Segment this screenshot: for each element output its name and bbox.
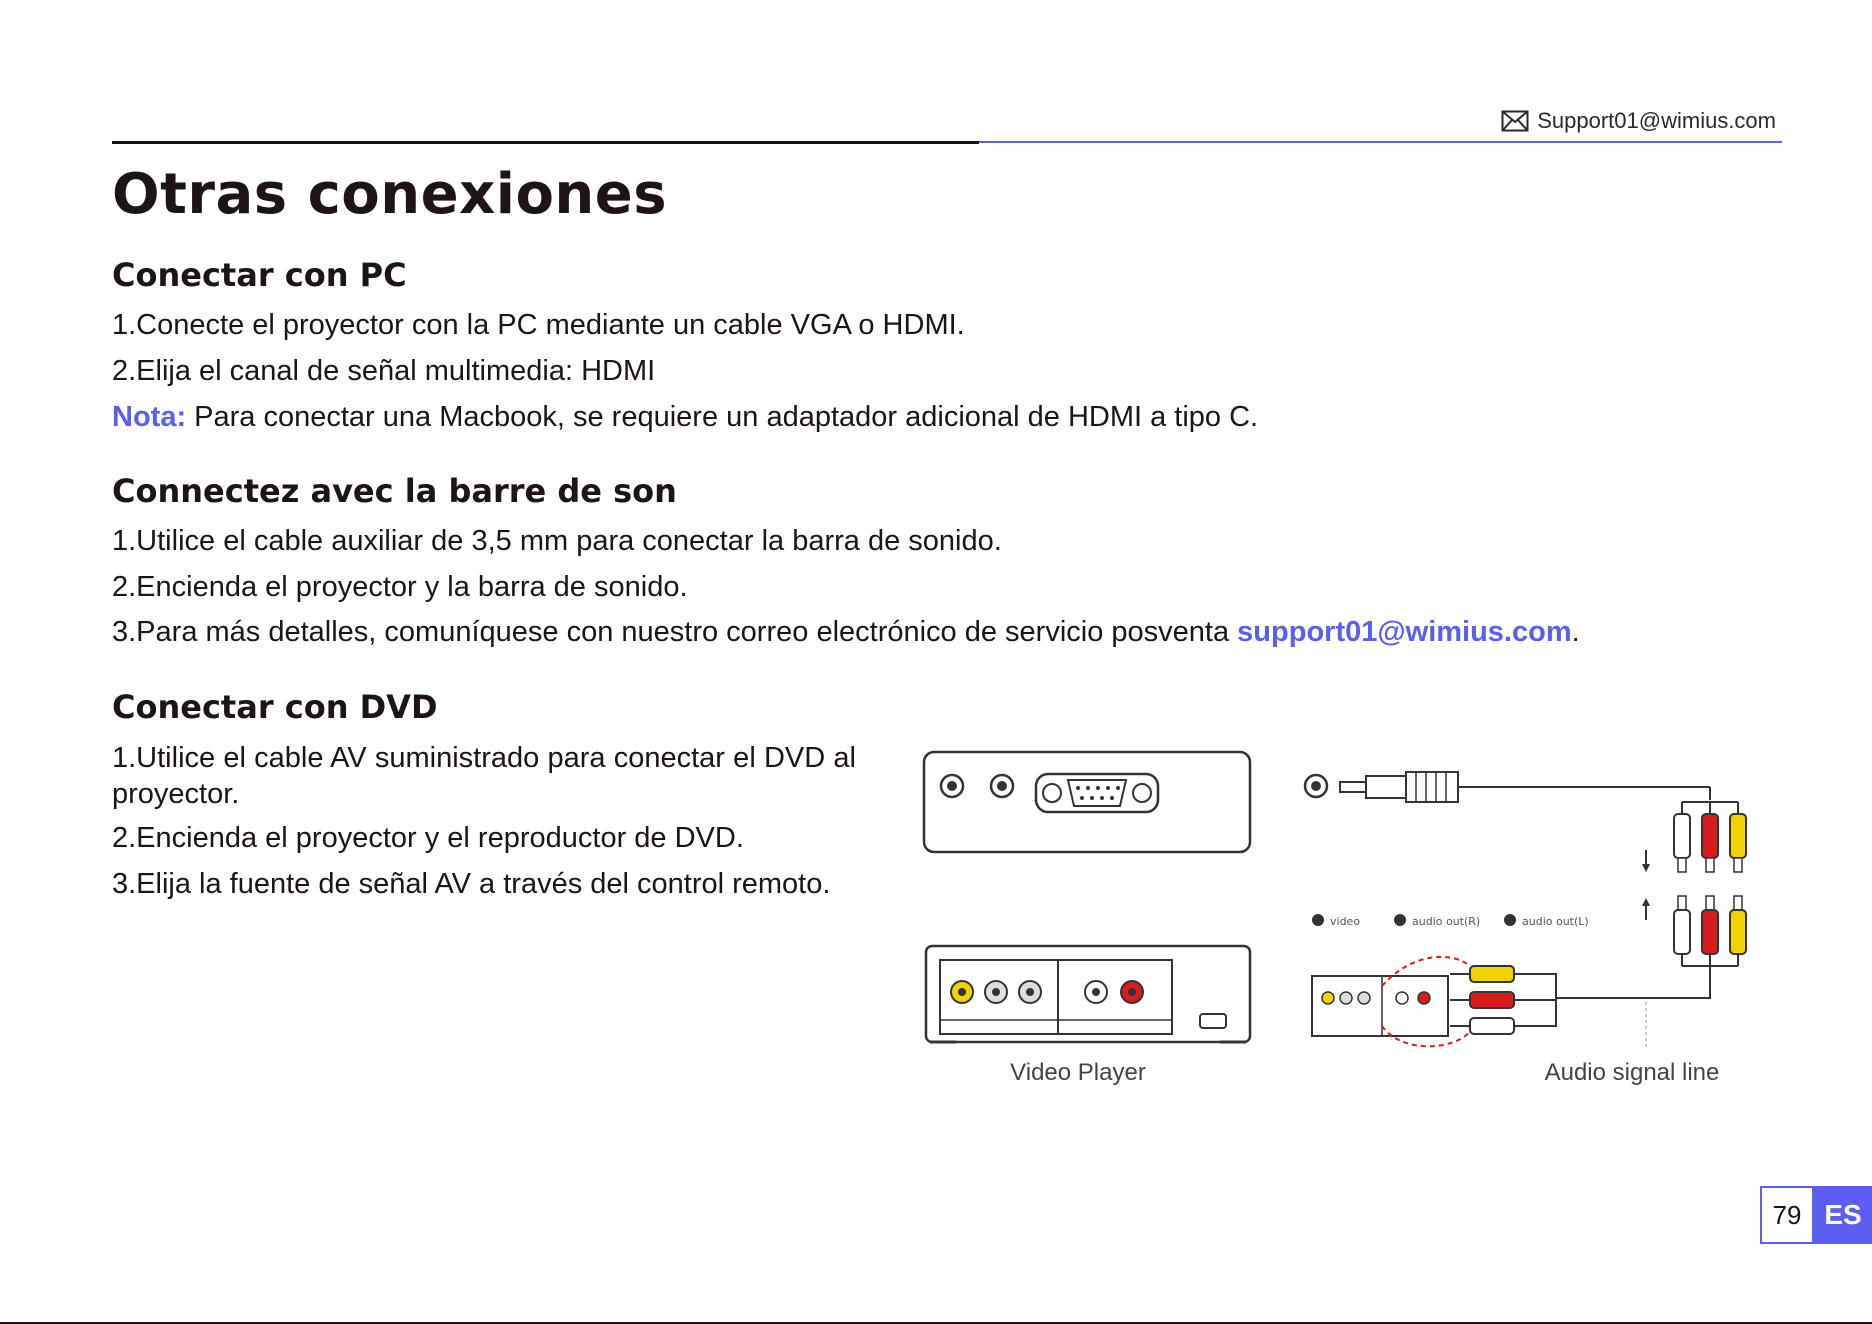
header-email [1501,108,1776,134]
audio-jack [1305,772,1710,802]
connect-arrows [1642,850,1650,920]
note-text: Para conectar una Macbook, se requiere un adaptador adicional de HDMI a tipo C. [186,401,1259,433]
av-connection-diagram [910,740,1790,1100]
legend-video: video [1330,915,1361,928]
audio-signal-label: Audio signal line [1544,1059,1720,1086]
header-rule [112,141,979,144]
header-email-text: Support01@wimius.com [1537,108,1776,133]
soundbar-step-2: 2.Encienda el proyector y la barra de sonido. [112,571,688,603]
pc-note [112,401,1258,434]
envelope-icon [1501,110,1529,132]
dvd-step-3: 3.Elija la fuente de señal AV a través del control remoto. [112,868,831,900]
soundbar-step-1: 1.Utilice el cable auxiliar de 3,5 mm para conectar la barra de sonido. [112,525,1002,557]
page-number: 79 [1760,1186,1814,1244]
legend [1312,914,1589,928]
video-player-label: Video Player [1010,1059,1146,1086]
soundbar-step-3 [112,616,1580,649]
section-heading-pc: Conectar con PC [112,256,407,294]
soundbar-step-3-text: 3.Para más detalles, comuníquese con nuestro correo electrónico de servicio posventa [112,616,1238,648]
page-title: Otras conexiones [112,162,668,227]
legend-audio-l: audio out(L) [1522,915,1589,928]
language-badge: ES [1814,1186,1872,1244]
dvd-step-2: 2.Encienda el proyector y el reproductor de DVD. [112,822,744,854]
projector-panel [924,752,1250,852]
av-output-panel [1312,957,1719,1086]
soundbar-step-3-suffix: . [1571,616,1580,648]
pc-step-2: 2.Elija el canal de señal multimedia: HDMI [112,355,656,387]
legend-audio-r: audio out(R) [1412,915,1481,928]
rca-plugs-top [1674,802,1746,872]
video-player [926,946,1250,1086]
rca-plugs-bottom [1650,896,1746,998]
section-heading-dvd: Conectar con DVD [112,688,438,726]
header-rule-accent [979,141,1782,143]
section-heading-soundbar: Connectez avec la barre de son [112,472,677,510]
pc-step-1: 1.Conecte el proyector con la PC mediante un cable VGA o HDMI. [112,309,965,341]
support-email-link[interactable]: support01@wimius.com [1237,616,1572,648]
dvd-step-1: 1.Utilice el cable AV suministrado para conectar el DVD al proyector. [112,742,856,810]
note-label: Nota: [112,401,187,433]
